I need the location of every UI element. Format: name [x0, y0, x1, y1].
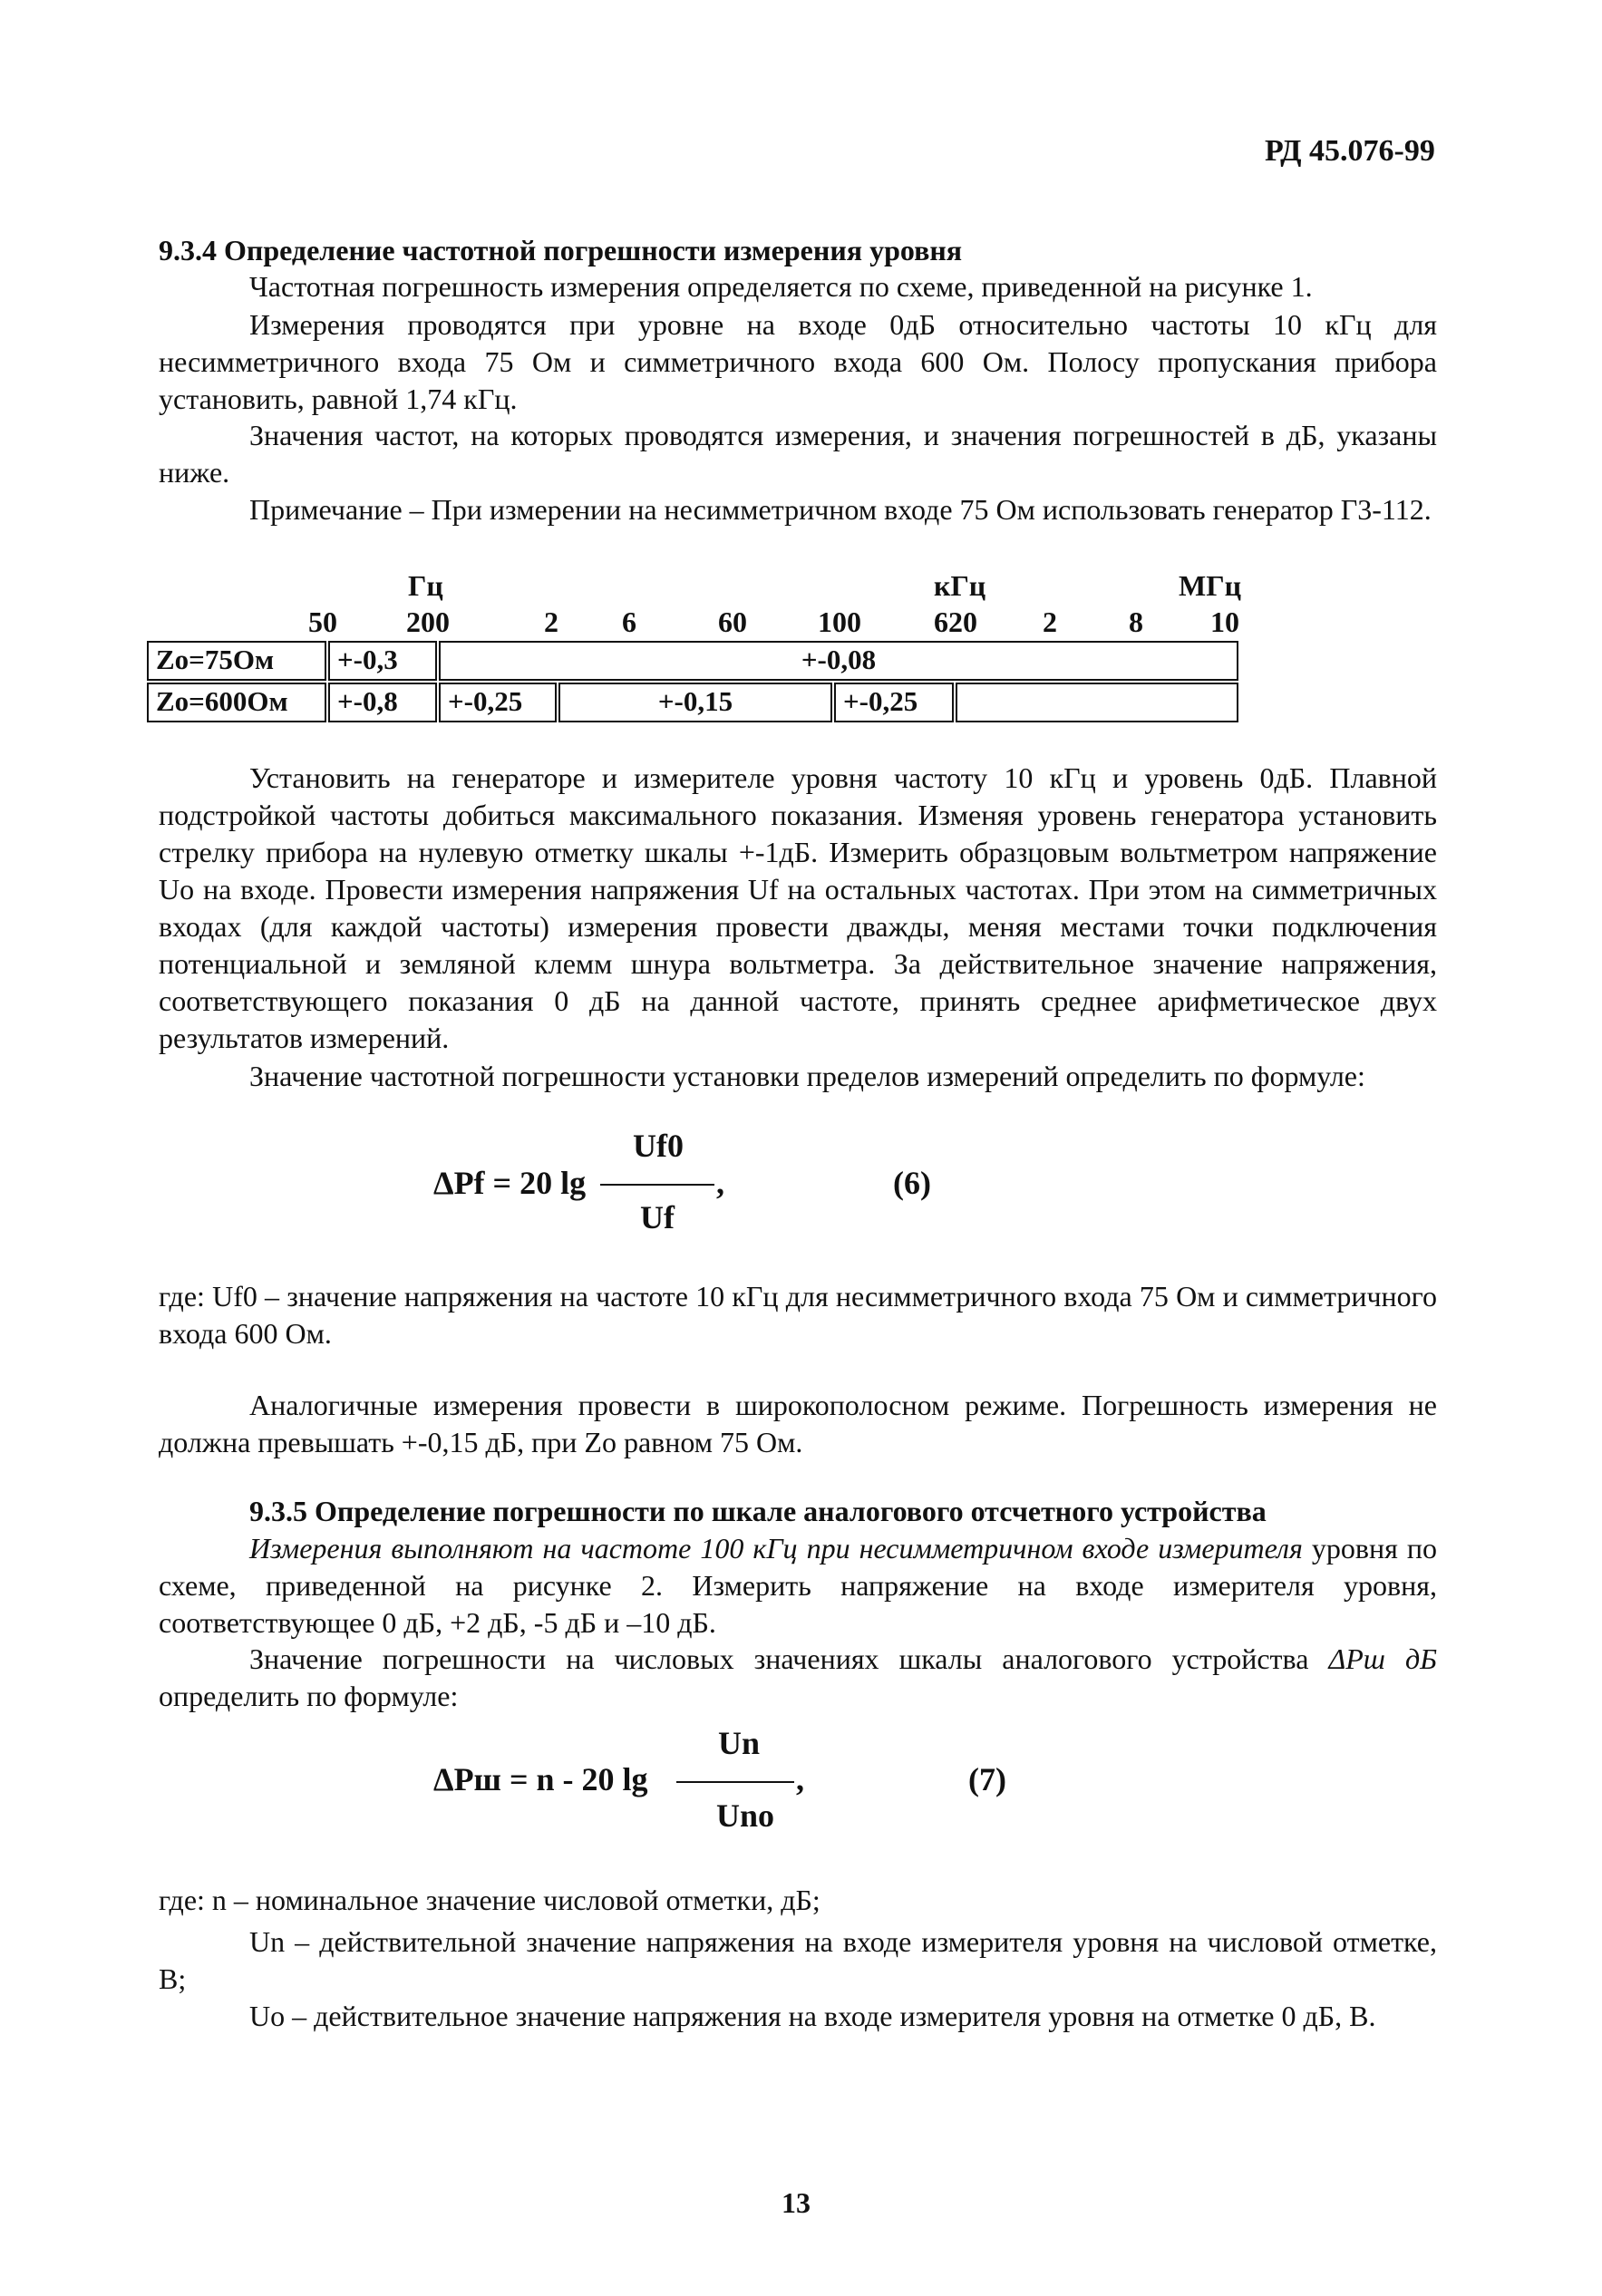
freq-tick: 10: [1210, 605, 1239, 638]
procedure-paragraph-1: Установить на генераторе и измерителе уровня частоту 10 кГц и уровень 0дБ. Плавной подстройкой частоты добиться максимального показания. Изменяя уровень генератора установить стрелку прибора на нулевую отметку шкалы +-1дБ. Измерить образцовым вольтметром напряжение Uo на входе. Провести измерения напряжения Uf на остальных частотах. При этом на симметричных входах (для каждой частоты) измерения провести дважды, меняя местами точки подключения потенциальной и земляной клемм шнура вольтметра. За действительное значение напряжения, соответствующего показания 0 дБ на данной частоте, принять среднее арифметическое двух результатов измерений.: [159, 761, 1437, 1054]
table-cell: +-0,25: [834, 683, 954, 722]
formula-6-fraction-line: [600, 1184, 714, 1186]
formula-6-numerator: Uf0: [633, 1128, 684, 1164]
formula-7-number: (7): [968, 1761, 1006, 1797]
freq-tick: 200: [406, 605, 450, 638]
formula-7-where-un: Un – действительной значение напряжения на входе измерителя уровня на числовой отметке, В;: [159, 1925, 1437, 1995]
section-935-p2-italic: ΔPш дБ: [1328, 1642, 1438, 1675]
unit-hz-label: Гц: [408, 569, 443, 602]
section-934-title: 9.3.4 Определение частотной погрешности измерения уровня: [159, 234, 963, 266]
section-934-paragraph-1: Частотная погрешность измерения определяется по схеме, приведенной на рисунке 1.: [249, 270, 1313, 303]
table-cell: +-0,25: [439, 683, 557, 722]
section-935-p2-normal: Значение погрешности на числовых значениях шкалы аналогового устройства: [249, 1642, 1309, 1675]
table-cell: +-0,8: [328, 683, 437, 722]
table-row-label: Zo=600Ом: [147, 683, 326, 722]
page-number: 13: [782, 2186, 811, 2219]
section-934-paragraph-3: Значения частот, на которых проводятся измерения, и значения погрешностей в дБ, указаны ниже.: [159, 419, 1437, 489]
formula-6-number: (6): [893, 1165, 931, 1201]
formula-6-tail: ,: [716, 1165, 724, 1201]
unit-mhz-label: МГц: [1179, 569, 1241, 602]
document-code: РД 45.076-99: [1265, 134, 1435, 168]
freq-tick: 2: [544, 605, 558, 638]
table-cell: +-0,15: [558, 683, 832, 722]
formula-6-denominator: Uf: [640, 1199, 675, 1235]
wideband-paragraph: Аналогичные измерения провести в широкополосном режиме. Погрешность измерения не должна превышать +-0,15 дБ, при Zo равном 75 Ом.: [159, 1389, 1437, 1458]
table-row-label: Zo=75Ом: [147, 641, 326, 681]
formula-7-where-uo: Uo – действительное значение напряжения на входе измерителя уровня на отметке 0 дБ, В.: [249, 2000, 1376, 2032]
freq-tick: 2: [1043, 605, 1057, 638]
section-935-paragraph-2: [159, 1641, 1437, 1715]
table-cell: [956, 683, 1238, 722]
freq-tick: 620: [934, 605, 977, 638]
table-cell: +-0,08: [439, 641, 1238, 681]
freq-tick: 50: [308, 605, 337, 638]
section-935-p1-rest: уровня по схеме, приведенной на рисунке 2. Измерить напряжение на входе измерителя уровня, соответствующее 0 дБ, +2 дБ, -5 дБ и –10 дБ.: [159, 1532, 1438, 1639]
formula-7-denominator: Uno: [716, 1797, 775, 1834]
section-935-p2-rest: определить по формуле:: [159, 1680, 459, 1712]
procedure-paragraph-2: Значение частотной погрешности установки пределов измерений определить по формуле:: [249, 1060, 1365, 1092]
formula-7-tail: ,: [796, 1761, 804, 1797]
formula-6-lhs: ΔPf = 20 lg: [433, 1165, 587, 1201]
unit-khz-label: кГц: [934, 569, 986, 602]
section-934-note: Примечание – При измерении на несимметричном входе 75 Ом использовать генератор Г3-112.: [249, 493, 1432, 526]
freq-tick: 8: [1129, 605, 1143, 638]
section-935-title: 9.3.5 Определение погрешности по шкале аналогового отсчетного устройства: [249, 1495, 1267, 1527]
section-935-paragraph-1: [159, 1530, 1437, 1642]
formula-7-numerator: Un: [718, 1725, 761, 1761]
section-935-p1-italic: Измерения выполняют на частоте 100 кГц при несимметричном входе измерителя: [249, 1532, 1303, 1565]
formula-7-lhs: ΔPш = n - 20 lg: [433, 1761, 648, 1797]
freq-tick: 6: [622, 605, 636, 638]
table-cell: +-0,3: [328, 641, 437, 681]
formula-7-fraction-line: [676, 1781, 794, 1783]
formula-6-where: где: Uf0 – значение напряжения на частоте 10 кГц для несимметричного входа 75 Ом и симметричного входа 600 Ом.: [159, 1280, 1437, 1350]
freq-tick: 60: [718, 605, 747, 638]
formula-7-where-n: где: n – номинальное значение числовой отметки, дБ;: [159, 1884, 820, 1916]
freq-tick: 100: [818, 605, 861, 638]
section-934-paragraph-2: Измерения проводятся при уровне на входе 0дБ относительно частоты 10 кГц для несимметричного входа 75 Ом и симметричного входа 600 Ом. Полосу пропускания прибора установить, равной 1,74 кГц.: [159, 308, 1437, 415]
